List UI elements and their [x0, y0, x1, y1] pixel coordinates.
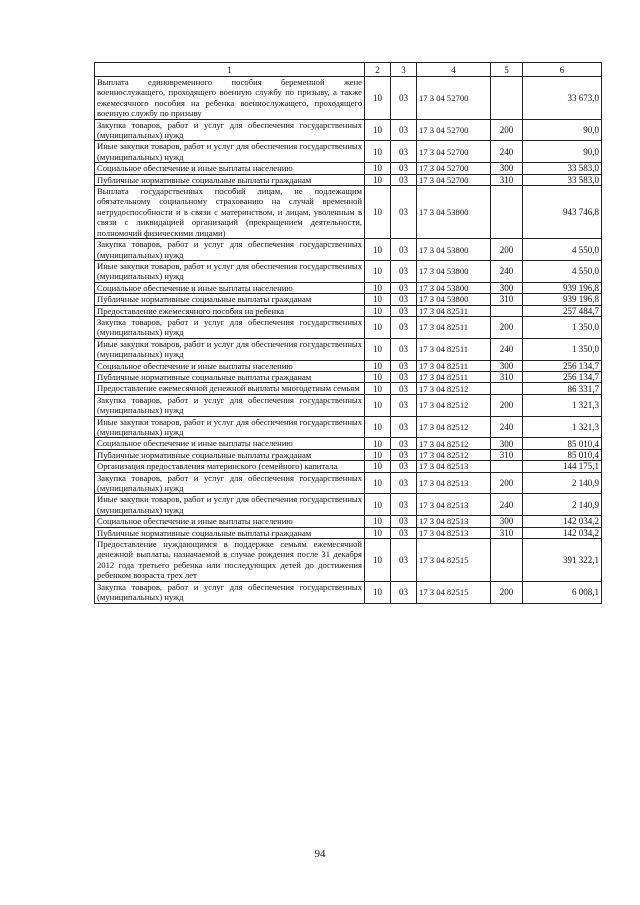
- header-col-2: 2: [365, 63, 391, 77]
- row-subsection-code: 03: [391, 461, 417, 472]
- row-description: Закупка товаров, работ и услуг для обеспечения государственных (муниципальных) нужд: [95, 119, 365, 141]
- row-amount: 4 550,0: [523, 239, 602, 261]
- table-row: [95, 494, 602, 516]
- row-subsection-code: 03: [391, 305, 417, 316]
- row-description: Иные закупки товаров, работ и услуг для обеспечения государственных (муниципальных) нужд: [95, 260, 365, 282]
- row-target-article: 17 3 04 82511: [417, 371, 491, 382]
- row-description: Закупка товаров, работ и услуг для обеспечения государственных (муниципальных) нужд: [95, 239, 365, 261]
- row-amount: 85 010,4: [523, 438, 602, 449]
- row-amount: 90,0: [523, 119, 602, 141]
- row-section-code: 10: [365, 449, 391, 460]
- row-section-code: 10: [365, 282, 391, 293]
- table-row: [95, 338, 602, 360]
- row-description: Публичные нормативные социальные выплаты гражданам: [95, 449, 365, 460]
- row-section-code: 10: [365, 174, 391, 185]
- header-col-1: 1: [95, 63, 365, 77]
- row-subsection-code: 03: [391, 449, 417, 460]
- row-section-code: 10: [365, 371, 391, 382]
- row-subsection-code: 03: [391, 163, 417, 174]
- row-description: Организация предоставления материнского (семейного) капитала: [95, 461, 365, 472]
- row-description: Закупка товаров, работ и услуг для обеспечения государственных (муниципальных) нужд: [95, 472, 365, 494]
- row-expense-type: 240: [491, 141, 523, 163]
- header-col-4: 4: [417, 63, 491, 77]
- table-row: [95, 581, 602, 603]
- row-section-code: 10: [365, 516, 391, 527]
- row-subsection-code: 03: [391, 581, 417, 603]
- row-amount: 86 331,7: [523, 383, 602, 394]
- row-expense-type: [491, 186, 523, 239]
- row-subsection-code: 03: [391, 527, 417, 538]
- row-expense-type: [491, 305, 523, 316]
- row-target-article: 17 3 04 82512: [417, 383, 491, 394]
- table-row: [95, 305, 602, 316]
- row-description: Иные закупки товаров, работ и услуг для обеспечения государственных (муниципальных) нужд: [95, 141, 365, 163]
- table-row: [95, 527, 602, 538]
- table-row: [95, 119, 602, 141]
- table-row: [95, 394, 602, 416]
- row-target-article: 17 3 04 53800: [417, 260, 491, 282]
- row-description: Иные закупки товаров, работ и услуг для обеспечения государственных (муниципальных) нужд: [95, 494, 365, 516]
- row-subsection-code: 03: [391, 516, 417, 527]
- row-amount: 6 008,1: [523, 581, 602, 603]
- row-expense-type: 200: [491, 472, 523, 494]
- row-section-code: 10: [365, 294, 391, 305]
- row-expense-type: 300: [491, 163, 523, 174]
- row-section-code: 10: [365, 539, 391, 582]
- row-amount: 1 350,0: [523, 338, 602, 360]
- row-amount: 90,0: [523, 141, 602, 163]
- row-amount: 4 550,0: [523, 260, 602, 282]
- row-amount: 1 321,3: [523, 416, 602, 438]
- table-row: [95, 282, 602, 293]
- row-target-article: 17 3 04 53800: [417, 186, 491, 239]
- row-section-code: 10: [365, 461, 391, 472]
- row-subsection-code: 03: [391, 472, 417, 494]
- row-section-code: 10: [365, 416, 391, 438]
- row-amount: 939 196,8: [523, 282, 602, 293]
- row-target-article: 17 3 04 52700: [417, 163, 491, 174]
- row-amount: 142 034,2: [523, 516, 602, 527]
- row-target-article: 17 3 04 53800: [417, 294, 491, 305]
- row-amount: 939 196,8: [523, 294, 602, 305]
- row-expense-type: 300: [491, 360, 523, 371]
- row-target-article: 17 3 04 82515: [417, 539, 491, 582]
- row-target-article: 17 3 04 82512: [417, 394, 491, 416]
- row-target-article: 17 3 04 82513: [417, 472, 491, 494]
- row-target-article: 17 3 04 82511: [417, 316, 491, 338]
- row-description: Иные закупки товаров, работ и услуг для обеспечения государственных (муниципальных) нужд: [95, 338, 365, 360]
- table-row: [95, 461, 602, 472]
- table-row: [95, 438, 602, 449]
- table-row: [95, 239, 602, 261]
- row-expense-type: [491, 383, 523, 394]
- row-description: Публичные нормативные социальные выплаты гражданам: [95, 174, 365, 185]
- row-amount: 1 350,0: [523, 316, 602, 338]
- row-expense-type: 240: [491, 494, 523, 516]
- row-target-article: 17 3 04 82512: [417, 416, 491, 438]
- row-subsection-code: 03: [391, 119, 417, 141]
- row-subsection-code: 03: [391, 174, 417, 185]
- row-amount: 943 746,8: [523, 186, 602, 239]
- row-description: Иные закупки товаров, работ и услуг для обеспечения государственных (муниципальных) нужд: [95, 416, 365, 438]
- row-expense-type: 200: [491, 119, 523, 141]
- row-amount: 391 322,1: [523, 539, 602, 582]
- row-section-code: 10: [365, 360, 391, 371]
- row-section-code: 10: [365, 77, 391, 120]
- row-expense-type: [491, 539, 523, 582]
- row-expense-type: 310: [491, 371, 523, 382]
- row-subsection-code: 03: [391, 294, 417, 305]
- row-expense-type: 240: [491, 416, 523, 438]
- row-section-code: 10: [365, 186, 391, 239]
- table-row: [95, 316, 602, 338]
- row-description: Предоставление ежемесячной денежной выплаты многодетным семьям: [95, 383, 365, 394]
- table-row: [95, 174, 602, 185]
- row-description: Выплата государственных пособий лицам, не подлежащим обязательному социальному страхованию на случай временной нетрудоспособности и в связи с материнством, и лицам, уволенным в связи с ликвидацией организаций (прекращением деятельности, полномочий физическими лицами): [95, 186, 365, 239]
- row-subsection-code: 03: [391, 360, 417, 371]
- row-target-article: 17 3 04 82513: [417, 494, 491, 516]
- row-target-article: 17 3 04 82511: [417, 305, 491, 316]
- row-amount: 85 010,4: [523, 449, 602, 460]
- row-section-code: 10: [365, 527, 391, 538]
- row-amount: 2 140,9: [523, 472, 602, 494]
- row-subsection-code: 03: [391, 394, 417, 416]
- row-target-article: 17 3 04 82512: [417, 438, 491, 449]
- row-expense-type: 310: [491, 174, 523, 185]
- table-row: [95, 77, 602, 120]
- row-subsection-code: 03: [391, 282, 417, 293]
- row-subsection-code: 03: [391, 416, 417, 438]
- row-section-code: 10: [365, 163, 391, 174]
- row-amount: 33 583,0: [523, 174, 602, 185]
- row-subsection-code: 03: [391, 239, 417, 261]
- table-row: [95, 383, 602, 394]
- row-subsection-code: 03: [391, 77, 417, 120]
- row-description: Публичные нормативные социальные выплаты гражданам: [95, 527, 365, 538]
- row-subsection-code: 03: [391, 438, 417, 449]
- row-amount: 257 484,7: [523, 305, 602, 316]
- row-section-code: 10: [365, 239, 391, 261]
- row-section-code: 10: [365, 119, 391, 141]
- budget-table: [94, 62, 602, 604]
- row-subsection-code: 03: [391, 539, 417, 582]
- row-target-article: 17 3 04 82513: [417, 516, 491, 527]
- row-description: Социальное обеспечение и иные выплаты населению: [95, 282, 365, 293]
- row-target-article: 17 3 04 52700: [417, 119, 491, 141]
- row-target-article: 17 3 04 82511: [417, 360, 491, 371]
- row-amount: 144 175,1: [523, 461, 602, 472]
- row-description: Социальное обеспечение и иные выплаты населению: [95, 163, 365, 174]
- row-section-code: 10: [365, 383, 391, 394]
- row-section-code: 10: [365, 338, 391, 360]
- header-col-3: 3: [391, 63, 417, 77]
- row-description: Публичные нормативные социальные выплаты гражданам: [95, 294, 365, 305]
- row-section-code: 10: [365, 581, 391, 603]
- table-row: [95, 449, 602, 460]
- row-description: Социальное обеспечение и иные выплаты населению: [95, 438, 365, 449]
- row-amount: 2 140,9: [523, 494, 602, 516]
- table-row: [95, 371, 602, 382]
- row-expense-type: 240: [491, 260, 523, 282]
- row-subsection-code: 03: [391, 316, 417, 338]
- row-expense-type: 200: [491, 239, 523, 261]
- row-amount: 33 673,0: [523, 77, 602, 120]
- table-row: [95, 141, 602, 163]
- table-row: [95, 294, 602, 305]
- table-body: [95, 77, 602, 604]
- header-col-5: 5: [491, 63, 523, 77]
- row-target-article: 17 3 04 82513: [417, 527, 491, 538]
- row-expense-type: 310: [491, 449, 523, 460]
- row-description: Выплата единовременного пособия беременной жене военнослужащего, проходящего военную службу по призыву, а также ежемесячного пособия на ребенка военнослужащего, проходящего военную службу по призыву: [95, 77, 365, 120]
- table-row: [95, 360, 602, 371]
- row-target-article: 17 3 04 82513: [417, 461, 491, 472]
- row-amount: 142 034,2: [523, 527, 602, 538]
- row-expense-type: [491, 461, 523, 472]
- row-section-code: 10: [365, 394, 391, 416]
- row-description: Закупка товаров, работ и услуг для обеспечения государственных (муниципальных) нужд: [95, 581, 365, 603]
- row-subsection-code: 03: [391, 141, 417, 163]
- row-expense-type: 310: [491, 527, 523, 538]
- table-header-row: [95, 63, 602, 77]
- row-description: Публичные нормативные социальные выплаты гражданам: [95, 371, 365, 382]
- row-section-code: 10: [365, 141, 391, 163]
- table-row: [95, 163, 602, 174]
- row-description: Социальное обеспечение и иные выплаты населению: [95, 516, 365, 527]
- table-row: [95, 260, 602, 282]
- row-subsection-code: 03: [391, 494, 417, 516]
- table-row: [95, 539, 602, 582]
- row-expense-type: 300: [491, 438, 523, 449]
- table-row: [95, 416, 602, 438]
- row-subsection-code: 03: [391, 371, 417, 382]
- header-col-6: 6: [523, 63, 602, 77]
- row-expense-type: 240: [491, 338, 523, 360]
- table-row: [95, 472, 602, 494]
- table-row: [95, 516, 602, 527]
- row-subsection-code: 03: [391, 338, 417, 360]
- row-description: Социальное обеспечение и иные выплаты населению: [95, 360, 365, 371]
- row-subsection-code: 03: [391, 260, 417, 282]
- row-description: Закупка товаров, работ и услуг для обеспечения государственных (муниципальных) нужд: [95, 316, 365, 338]
- row-expense-type: 300: [491, 516, 523, 527]
- row-description: Предоставление ежемесячного пособия на ребенка: [95, 305, 365, 316]
- row-amount: 1 321,3: [523, 394, 602, 416]
- row-expense-type: 200: [491, 316, 523, 338]
- page-number: 94: [314, 848, 326, 860]
- row-target-article: 17 3 04 82515: [417, 581, 491, 603]
- row-amount: 256 134,7: [523, 371, 602, 382]
- row-expense-type: 300: [491, 282, 523, 293]
- row-amount: 33 583,0: [523, 163, 602, 174]
- row-section-code: 10: [365, 260, 391, 282]
- row-target-article: 17 3 04 53800: [417, 239, 491, 261]
- row-expense-type: 310: [491, 294, 523, 305]
- row-target-article: 17 3 04 53800: [417, 282, 491, 293]
- row-target-article: 17 3 04 52700: [417, 77, 491, 120]
- row-target-article: 17 3 04 82511: [417, 338, 491, 360]
- row-subsection-code: 03: [391, 383, 417, 394]
- row-section-code: 10: [365, 472, 391, 494]
- row-section-code: 10: [365, 494, 391, 516]
- row-description: Предоставление нуждающимся в поддержке семьям ежемесячной денежной выплаты, назначаемой в случае рождения после 31 декабря 2012 года третьего ребенка или последующих детей до достижения ребенком возраста трех лет: [95, 539, 365, 582]
- row-section-code: 10: [365, 438, 391, 449]
- row-expense-type: [491, 77, 523, 120]
- row-target-article: 17 3 04 52700: [417, 141, 491, 163]
- row-section-code: 10: [365, 316, 391, 338]
- table-row: [95, 186, 602, 239]
- row-section-code: 10: [365, 305, 391, 316]
- row-description: Закупка товаров, работ и услуг для обеспечения государственных (муниципальных) нужд: [95, 394, 365, 416]
- row-amount: 256 134,7: [523, 360, 602, 371]
- row-subsection-code: 03: [391, 186, 417, 239]
- row-expense-type: 200: [491, 394, 523, 416]
- row-target-article: 17 3 04 82512: [417, 449, 491, 460]
- row-expense-type: 200: [491, 581, 523, 603]
- row-target-article: 17 3 04 52700: [417, 174, 491, 185]
